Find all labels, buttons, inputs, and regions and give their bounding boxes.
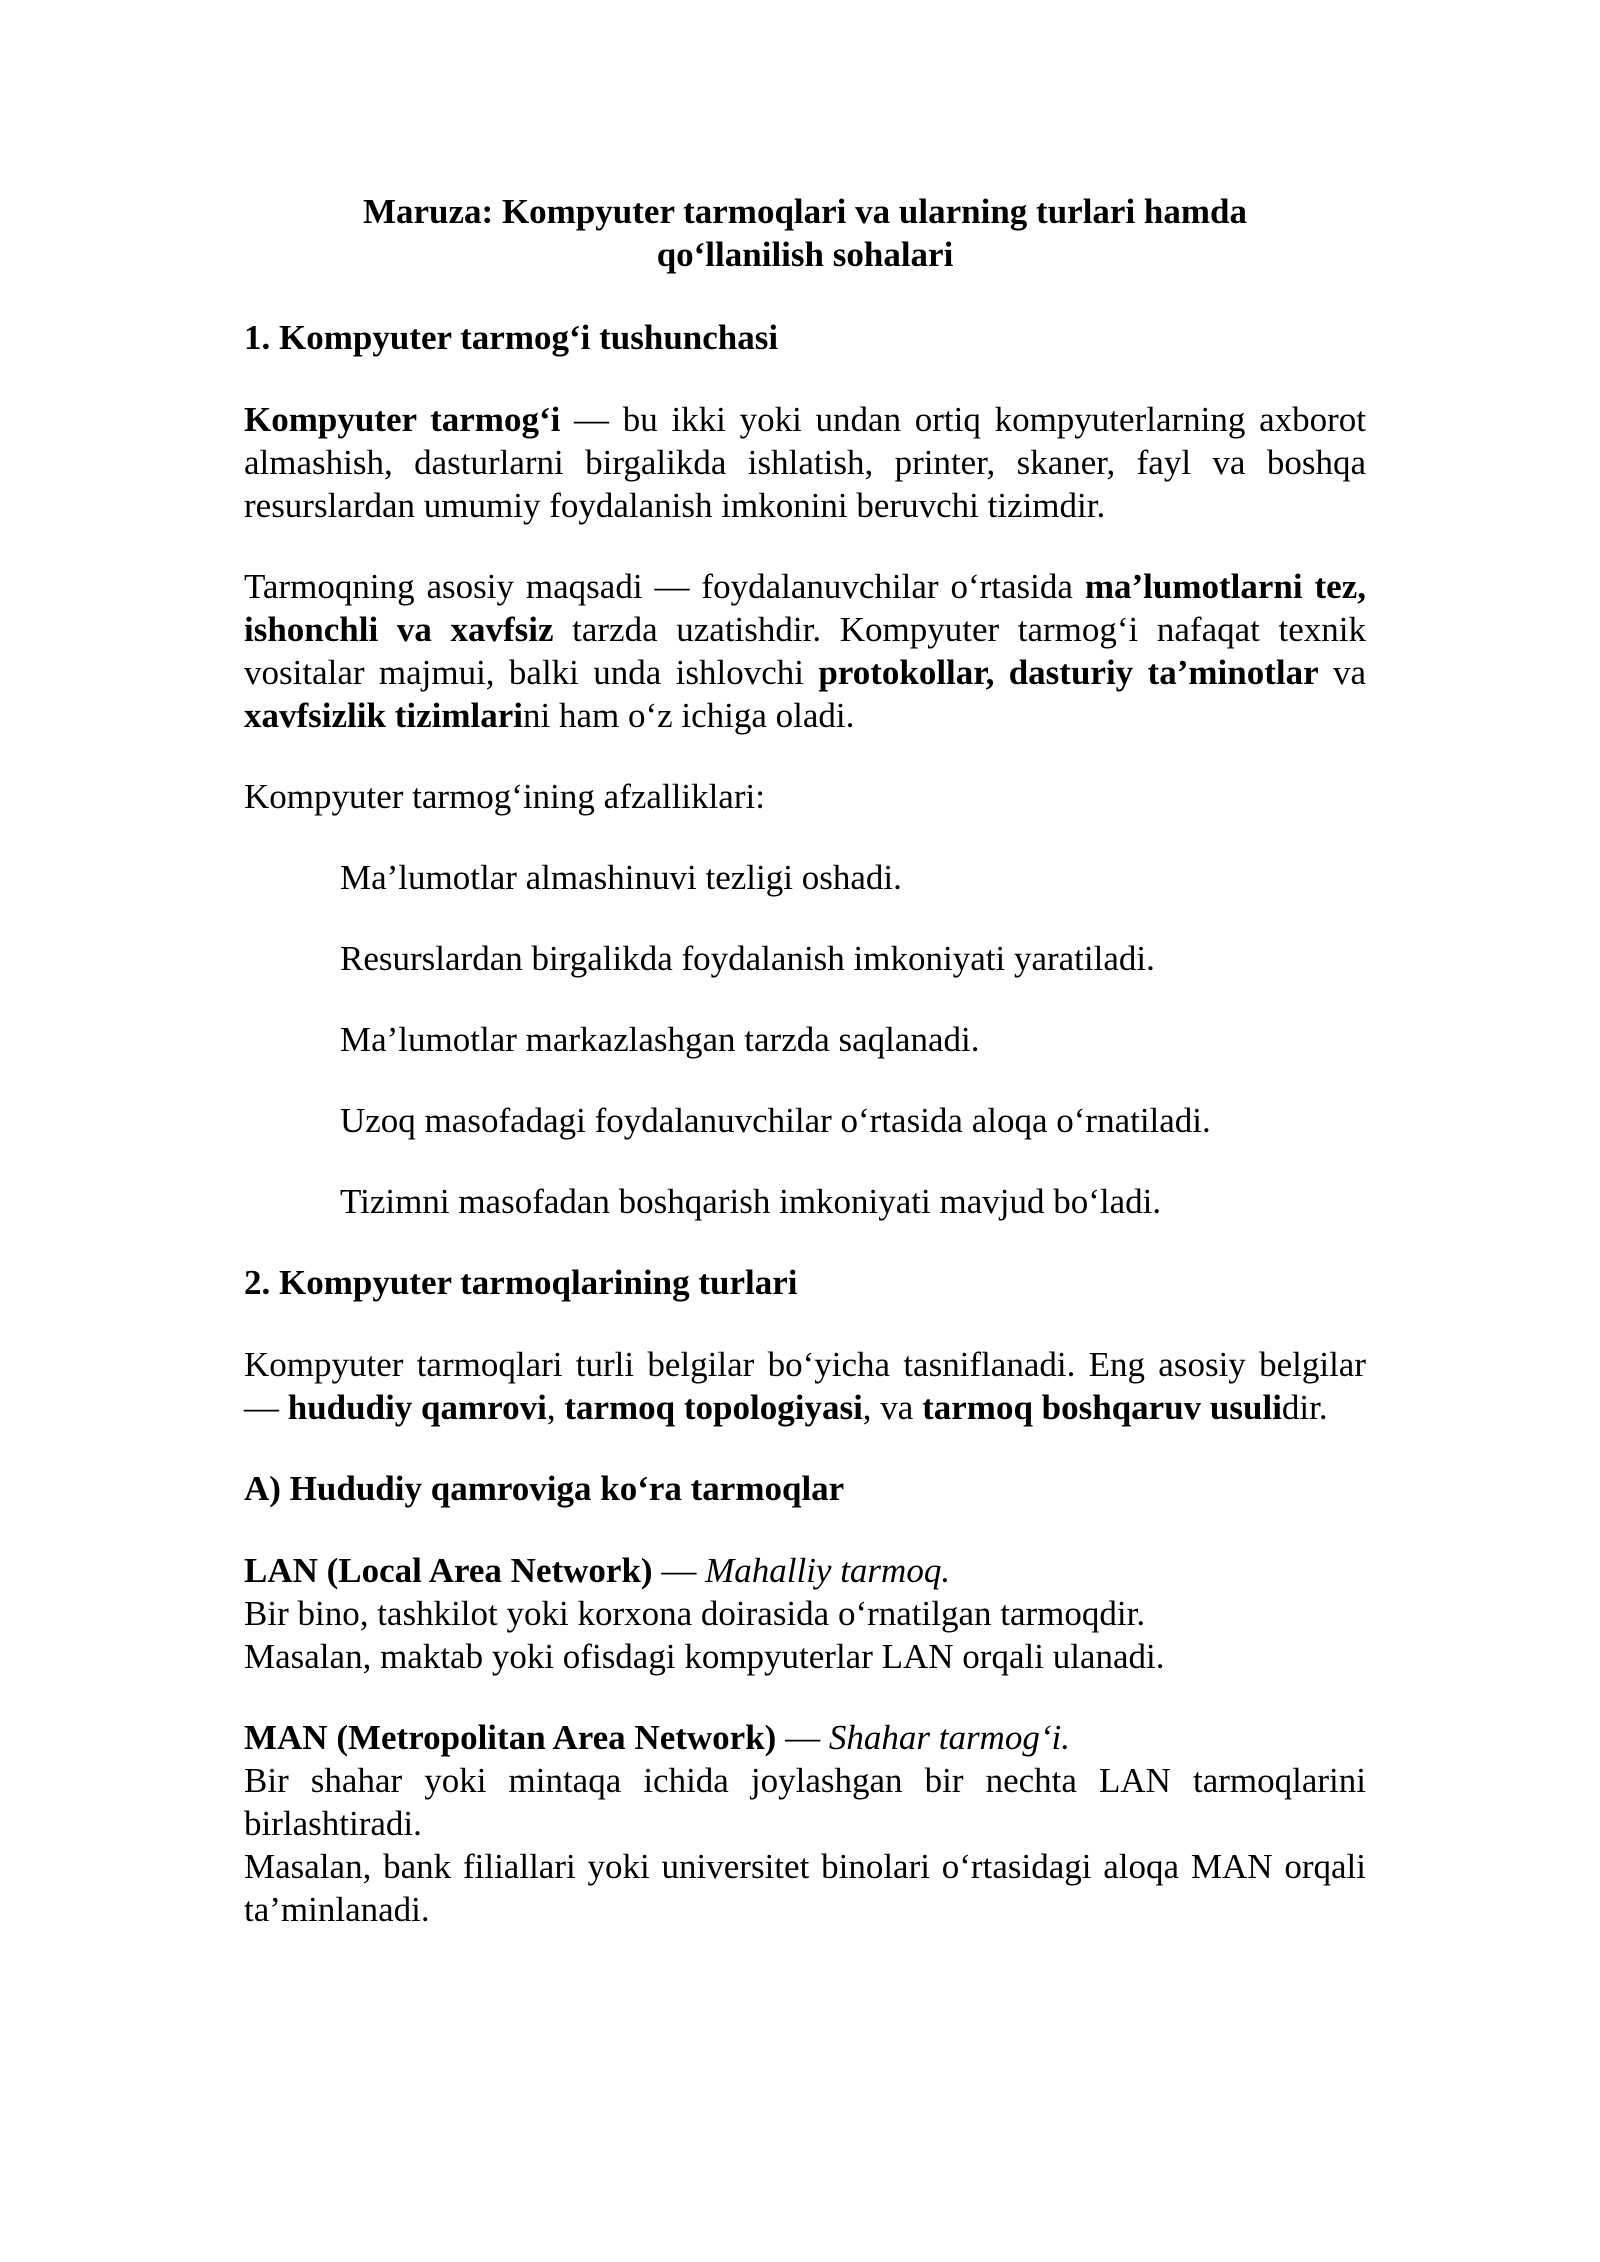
definition-term: Kompyuter tarmog‘i: [244, 400, 561, 439]
list-item: Ma’lumotlar almashinuvi tezligi oshadi.: [340, 858, 902, 897]
man-label: Shahar tarmog‘i.: [828, 1718, 1070, 1757]
benefits-list: [244, 856, 1366, 1223]
lan-description: Bir bino, tashkilot yoki korxona doirasida o‘rnatilgan tarmoqdir.: [244, 1594, 1146, 1633]
lan-title-line: [244, 1549, 1366, 1592]
subsection-a-heading: A) Hududiy qamroviga ko‘ra tarmoqlar: [244, 1469, 845, 1508]
classification-bold-1: hududiy qamrovi: [287, 1388, 547, 1427]
classification-paragraph: [244, 1343, 1366, 1429]
man-example: Masalan, bank filiallari yoki universitet binolari o‘rtasidagi aloqa MAN orqali ta’minlanadi.: [244, 1847, 1366, 1929]
list-item: Uzoq masofadagi foydalanuvchilar o‘rtasida aloqa o‘rnatiladi.: [340, 1101, 1211, 1140]
purpose-text-4: ni ham o‘z ichiga oladi.: [522, 696, 855, 735]
classification-text-3: , va: [862, 1388, 923, 1427]
man-name: MAN (Metropolitan Area Network): [244, 1718, 777, 1757]
list-item: Ma’lumotlar markazlashgan tarzda saqlanadi.: [340, 1020, 980, 1059]
document-content: [244, 190, 1366, 1969]
man-dash: —: [776, 1718, 829, 1757]
section-2-heading: 2. Kompyuter tarmoqlarining turlari: [244, 1263, 798, 1302]
classification-bold-2: tarmoq topologiyasi: [564, 1388, 863, 1427]
man-title-line: [244, 1716, 1366, 1759]
man-block: [244, 1716, 1366, 1931]
purpose-text-1: Tarmoqning asosiy maqsadi — foydalanuvchilar o‘rtasida: [244, 567, 1085, 606]
classification-bold-3: tarmoq boshqaruv usuli: [922, 1388, 1282, 1427]
lan-dash: —: [652, 1551, 706, 1590]
classification-text-4: dir.: [1281, 1388, 1328, 1427]
lan-example: Masalan, maktab yoki ofisdagi kompyuterlar LAN orqali ulanadi.: [244, 1637, 1165, 1676]
purpose-paragraph: [244, 565, 1366, 737]
definition-text: — bu ikki yoki undan ortiq kompyuterlarning axborot almashish, dasturlarni birgalikda ishlatish, printer, skaner, fayl va boshqa resurslardan umumiy foydalanish imkonini beruvchi tizimdir.: [244, 400, 1366, 525]
section-1-heading: 1. Kompyuter tarmog‘i tushunchasi: [244, 318, 779, 357]
classification-text-1: Kompyuter tarmoqlari turli belgilar bo‘yicha tasniflanadi. Eng asosiy belgilar —: [244, 1345, 1366, 1427]
definition-paragraph: [244, 398, 1366, 527]
purpose-bold-1: ma’lumotlarni tez, ishonchli va xavfsiz: [244, 567, 1366, 649]
purpose-bold-2: protokollar, dasturiy ta’minotlar: [818, 653, 1319, 692]
list-item: Resurslardan birgalikda foydalanish imkoniyati yaratiladi.: [340, 939, 1155, 978]
purpose-bold-3: xavfsizlik tizimlari: [244, 696, 523, 735]
list-item: Tizimni masofadan boshqarish imkoniyati mavjud bo‘ladi.: [340, 1182, 1162, 1221]
man-description: Bir shahar yoki mintaqa ichida joylashgan bir nechta LAN tarmoqlarini birlashtiradi.: [244, 1761, 1366, 1843]
lan-block: [244, 1549, 1366, 1678]
lecture-title: [244, 190, 1366, 276]
lecture-title-line-1: Maruza: Kompyuter tarmoqlari va ularning turlari hamda: [362, 192, 1248, 231]
purpose-text-3: va: [1318, 653, 1367, 692]
benefits-intro: Kompyuter tarmog‘ining afzalliklari:: [244, 777, 765, 816]
lan-label: Mahalliy tarmoq.: [705, 1551, 951, 1590]
lecture-title-line-2: qo‘llanilish sohalari: [656, 235, 954, 274]
lan-name: LAN (Local Area Network): [244, 1551, 653, 1590]
classification-text-2: ,: [546, 1388, 565, 1427]
purpose-text-2: tarzda uzatishdir. Kompyuter tarmog‘i nafaqat texnik vositalar majmui, balki unda ishlovchi: [244, 610, 1366, 692]
